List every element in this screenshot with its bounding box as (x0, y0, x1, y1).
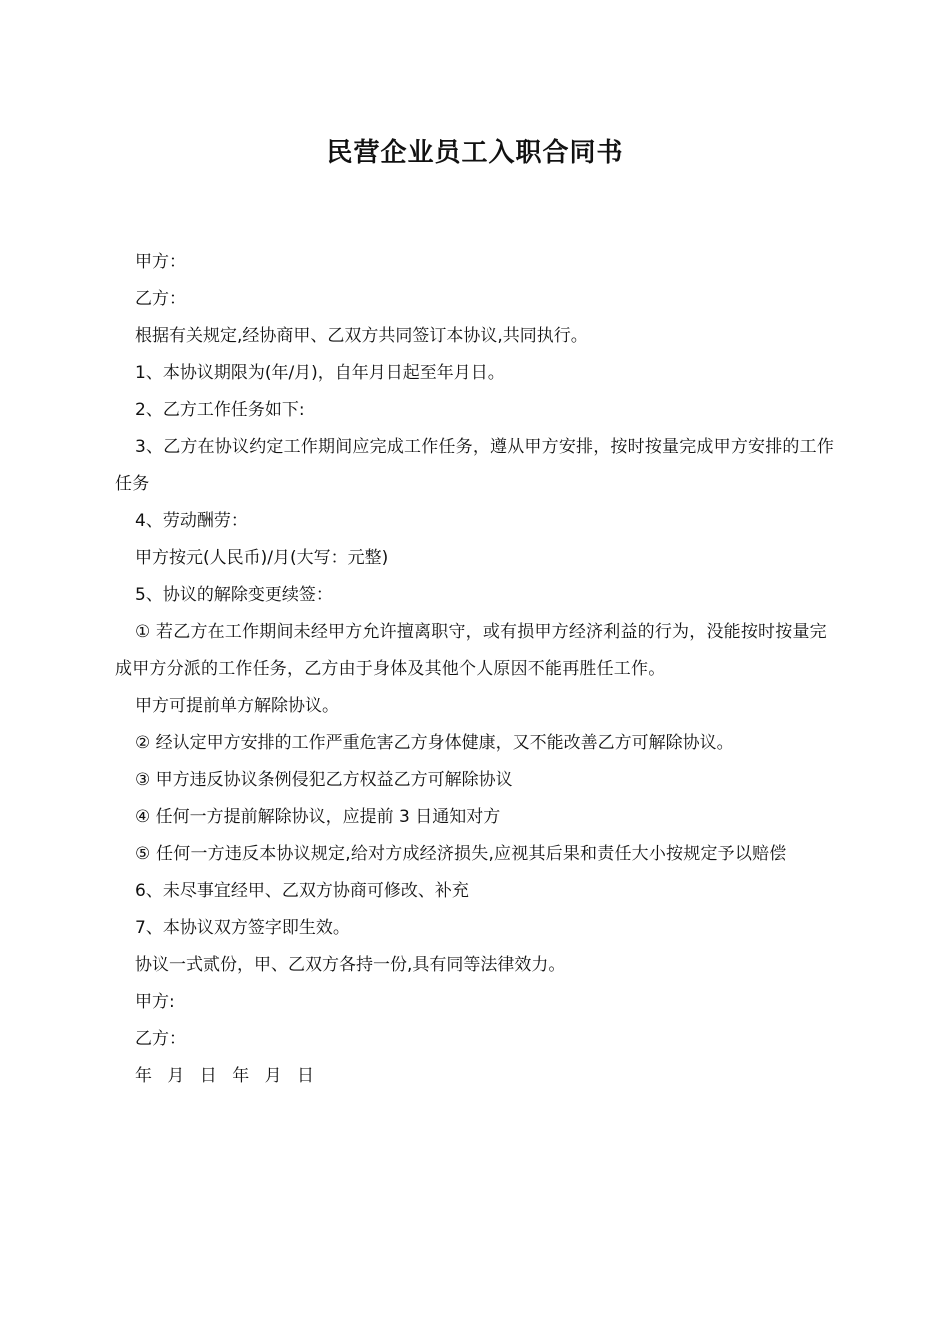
termination-item-3: ③ 甲方违反协议条例侵犯乙方权益乙方可解除协议 (135, 770, 513, 790)
termination-item-1: ① 若乙方在工作期间未经甲方允许擅离职守，或有损甲方经济利益的行为，没能按时按量完成甲方分派的工作任务，乙方由于身体及其他个人原因不能再胜任工作。 (115, 622, 827, 679)
party-b-signature-label: 乙方： (135, 1029, 186, 1049)
party-a-label: 甲方： (135, 252, 186, 272)
termination-item-4: ④ 任何一方提前解除协议，应提前 3 日通知对方 (135, 807, 501, 827)
clause-7-effective: 7、本协议双方签字即生效。 (135, 918, 350, 938)
party-b-label: 乙方： (135, 289, 186, 309)
termination-item-1-result: 甲方可提前单方解除协议。 (135, 696, 339, 716)
clause-3-duties: 3、乙方在协议约定工作期间应完成工作任务，遵从甲方安排，按时按量完成甲方安排的工作任务 (115, 437, 835, 494)
clause-4-remuneration: 4、劳动酬劳： (135, 511, 248, 531)
signature-date-line: 年 月 日 年 月 日 (135, 1066, 316, 1086)
clause-1-term: 1、本协议期限为(年/月)，自年月日起至年月日。 (135, 363, 505, 383)
clause-5-termination: 5、协议的解除变更续签： (135, 585, 333, 605)
clause-2-tasks: 2、乙方工作任务如下: (135, 400, 305, 420)
party-a-signature-label: 甲方: (135, 992, 175, 1012)
document-title: 民营企业员工入职合同书 (326, 138, 624, 168)
copies-statement: 协议一式贰份，甲、乙双方各持一份,具有同等法律效力。 (135, 955, 566, 975)
contract-body (115, 244, 840, 1095)
clause-6-supplement: 6、未尽事宜经甲、乙双方协商可修改、补充 (135, 881, 469, 901)
termination-item-5: ⑤ 任何一方违反本协议规定,给对方成经济损失,应视其后果和责任大小按规定予以赔偿 (135, 844, 787, 864)
contract-intro: 根据有关规定,经协商甲、乙双方共同签订本协议,共同执行。 (135, 326, 588, 346)
salary-line: 甲方按元(人民币)/月(大写：元整) (135, 548, 389, 568)
termination-item-2: ② 经认定甲方安排的工作严重危害乙方身体健康，又不能改善乙方可解除协议。 (135, 733, 734, 753)
